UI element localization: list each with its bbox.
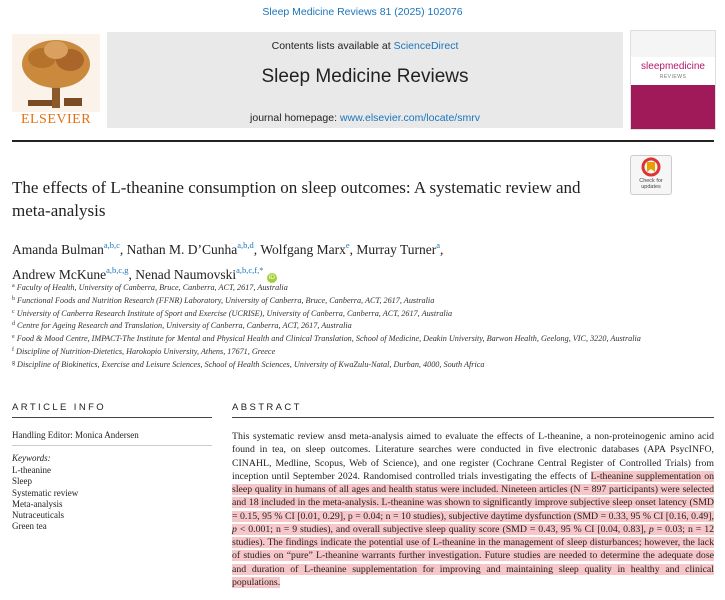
cover-top: [631, 31, 715, 57]
journal-header: [107, 32, 623, 128]
affiliation-item: [12, 358, 712, 371]
author-name: Wolfgang Marx: [260, 242, 346, 257]
homepage-prefix: journal homepage:: [250, 112, 340, 124]
abstract-highlight-2: < 0.001; n = 9 studies), and overall subjective sleep quality score (SMD = 0.43, 95 % CI [0.04, 0.83],: [236, 523, 649, 535]
article-info-divider: [12, 417, 212, 418]
journal-citation[interactable]: Sleep Medicine Reviews 81 (2025) 102076: [262, 6, 463, 18]
abstract-divider: [232, 417, 714, 418]
bookmark-icon: [631, 156, 671, 178]
check-for-updates-label: Check for updates: [639, 178, 663, 190]
affiliation-letter: e: [12, 334, 15, 341]
affiliation-letter: f: [12, 346, 14, 353]
abstract-text: [232, 430, 714, 589]
affiliation-text: Food & Mood Centre, IMPACT-The Institute for Mental and Physical Health and Clinical Translation, School of Medicine, Deakin University, Barwon Health, Geelong, VIC, 3220, Australia: [14, 334, 641, 344]
affiliation-letter: b: [12, 295, 15, 302]
cover-subtitle: REVIEWS: [659, 74, 687, 80]
author-name: Murray Turner: [356, 242, 437, 257]
affiliation-text: Discipline of Biokinetics, Exercise and Leisure Sciences, School of Health Sciences, University of KwaZulu-Natal, Durban, 4000, South Africa: [15, 359, 485, 369]
handling-editor: Handling Editor: Monica Andersen: [12, 430, 139, 440]
keyword: L-theanine: [12, 465, 51, 475]
affiliation-item: [12, 319, 712, 332]
affiliation-text: Discipline of Nutrition-Dietetics, Harokopio University, Athens, 17671, Greece: [14, 346, 276, 356]
affiliation-letter: c: [12, 308, 15, 315]
author-affiliation-sup[interactable]: a,b,c,f,*: [236, 265, 264, 275]
check-for-updates-button[interactable]: [630, 155, 672, 195]
affiliation-letter: d: [12, 321, 15, 328]
abstract-highlight-3: = 0.03; n = 12 studies). The findings indicate the potential use of L-theanine in the management of sleep disturbances; however, the lack of studies on “pure” L-theanine warrants further investigation. Future studies are needed to determine the adequate dose and duration of L-theanine supplementation for improving and maintaining sleep quality in healthy and clinical populations.: [232, 523, 714, 588]
affiliation-item: [12, 307, 712, 320]
keywords-divider: [12, 445, 212, 446]
keyword: Green tea: [12, 521, 47, 532]
affiliation-text: University of Canberra Research Institute of Sport and Exercise (UCRISE), University of Canberra, Canberra, ACT, 2617, Australia: [14, 308, 453, 318]
p-symbol: p: [232, 523, 237, 535]
sciencedirect-link[interactable]: ScienceDirect: [393, 40, 459, 52]
journal-name: Sleep Medicine Reviews: [261, 66, 469, 87]
keyword-list: [12, 465, 78, 533]
affiliation-text: Faculty of Health, University of Canberra, Bruce, Canberra, ACT, 2617, Australia: [14, 283, 288, 292]
orcid-icon[interactable]: iD: [268, 274, 275, 281]
article-title: The effects of L-theanine consumption on sleep outcomes: A systematic review and meta-analysis: [12, 178, 581, 220]
article-info-heading: ARTICLE INFO: [12, 402, 107, 413]
author-affiliation-sup[interactable]: e: [345, 240, 350, 250]
affiliation-item: [12, 294, 712, 307]
keyword: Meta-analysis: [12, 498, 63, 509]
homepage-link[interactable]: www.elsevier.com/locate/smrv: [339, 112, 480, 124]
keyword: Nutraceuticals: [12, 510, 64, 521]
abstract-highlight-1: L-theanine supplementation on sleep quality in humans of all ages and health status were included. Nineteen articles (N = 897 participants) were selected and 18 included in the meta-analysis. L-theanine was shown to significantly improve subjective sleep onset latency (SMD = 0.15, 95 % CI [0.01, 0.29], p = 0.04; n = 10 studies), subjective daytime dysfunction (SMD = 0.33, 95 % CI [0.16, 0.49],: [232, 470, 714, 522]
author[interactable]: [127, 242, 254, 257]
author-affiliation-sup[interactable]: a,b,d: [237, 240, 254, 250]
abstract-plain: This systematic review ansd meta-analysis aimed to evaluate the effects of L-theanine, a non-proteinogenic amino acid found in tea, on sleep outcomes. Literature searches were conducted in five electronic databases (APA PsycINFO, CINAHL, Medline, Scopus, Web of Science), and one register (Cochrane Central Register of Controlled Trials) from inception until September 2024. Randomised controlled trials investigating the effects of: [232, 431, 714, 482]
author[interactable]: [135, 267, 263, 282]
author-affiliation-sup[interactable]: a: [436, 240, 441, 250]
author[interactable]: [260, 242, 349, 257]
affiliation-text: Centre for Ageing Research and Translation, University of Canberra, Canberra, ACT, 2617, Australia: [15, 321, 352, 331]
journal-cover: [630, 30, 716, 130]
author[interactable]: [12, 267, 129, 282]
contents-line: [107, 40, 623, 52]
keyword: Systematic review: [12, 487, 79, 498]
author-name: Nenad Naumovski: [135, 267, 237, 282]
author-name: Nathan M. D’Cunha: [126, 242, 238, 257]
author-affiliation-sup[interactable]: a,b,c,g: [106, 265, 129, 275]
affiliation-item: [12, 281, 712, 294]
abstract-highlight: [232, 471, 714, 588]
author[interactable]: [356, 242, 440, 257]
affiliation-list: [12, 281, 712, 371]
cover-title: sleepmedicine: [641, 61, 705, 72]
keywords-heading: Keywords:: [12, 453, 51, 463]
publisher-name: ELSEVIER: [20, 112, 92, 127]
header-divider: [12, 140, 714, 142]
author[interactable]: [12, 242, 120, 257]
p-symbol-2: p: [648, 523, 654, 535]
keyword: Sleep: [12, 476, 32, 487]
affiliation-letter: a: [12, 283, 15, 289]
elsevier-tree-icon: [12, 34, 100, 112]
author-name: Andrew McKune: [12, 267, 107, 282]
contents-prefix: Contents lists available at: [271, 40, 394, 52]
author-list: Amanda Bulman$^{a,b,c}$, Nathan M. D’Cunha$^{a,b,d}$, Wolfgang Marx$^e$, Murray Turner$^a$, Andrew McKune$^{a,b,c,g}$, Nenad Naumovski$^{a,b,c,f,*}$ iD: [12, 240, 444, 282]
author-affiliation-sup[interactable]: a,b,c: [103, 240, 120, 250]
affiliation-text: Functional Foods and Nutrition Research (FFNR) Laboratory, University of Canberra, Bruce, Canberra, ACT, 2617, Australia: [15, 295, 435, 305]
affiliation-letter: g: [12, 359, 15, 366]
author-name: Amanda Bulman: [12, 242, 104, 257]
abstract-heading: ABSTRACT: [232, 402, 302, 413]
affiliation-item: [12, 332, 712, 345]
cover-band: [631, 85, 715, 129]
homepage-line: [107, 112, 623, 124]
affiliation-item: [12, 345, 712, 358]
